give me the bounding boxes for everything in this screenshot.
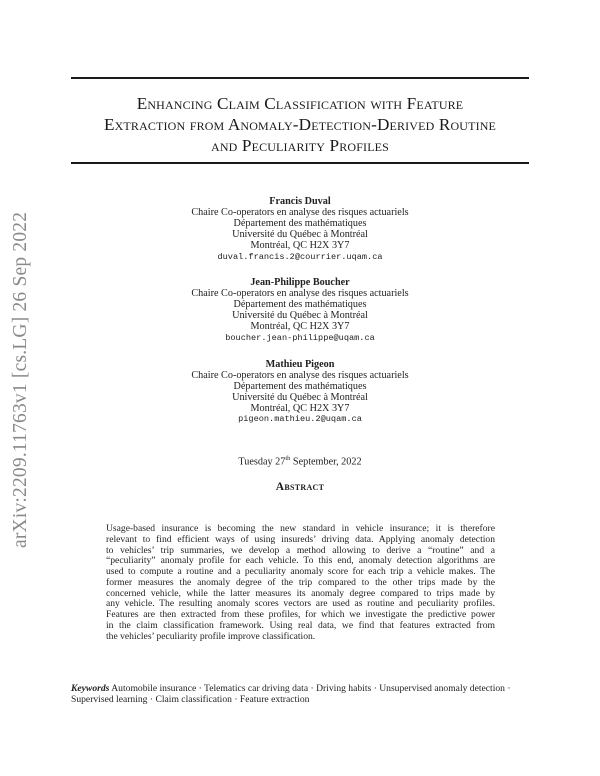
title-line: Extraction from Anomaly-Detection-Derived Routine [103, 115, 497, 134]
author-university: Université du Québec à Montréal [232, 228, 368, 240]
paper-title [60, 93, 540, 156]
abstract-line: to vehicles’ trip summaries, we develop a method allowing to derive a “routine” and a [106, 544, 495, 556]
abstract-heading: Abstract [275, 481, 325, 493]
author-affiliation: Chaire Co-operators en analyse des risques actuariels [191, 288, 409, 300]
author-address: Montréal, QC H2X 3Y7 [250, 321, 350, 333]
abstract-line: Usage-based insurance is becoming the new standard in vehicle insurance; it is therefore [106, 523, 495, 534]
author-department: Département des mathématiques [233, 217, 367, 229]
date-month-year: September, 2022 [290, 456, 362, 468]
abstract-line: any vehicle. The resulting anomaly scores vectors are used as routine and peculiarity profiles. [106, 598, 495, 610]
author-university: Université du Québec à Montréal [232, 310, 368, 322]
author-address: Montréal, QC H2X 3Y7 [250, 402, 350, 414]
author-list [100, 197, 500, 441]
title-top-rule [71, 77, 529, 79]
abstract-line: former measures the anomaly degree of the trip compared to the other trips made by the [106, 576, 495, 588]
abstract-line: the vehicles’ peculiarity profile improve classification. [106, 630, 316, 642]
title-line: Enhancing Claim Classification with Feature [136, 94, 464, 113]
date-ordinal-suffix: th [285, 455, 291, 462]
abstract-line: used to compute a routine and a peculiarity anomaly score for each trip a vehicle makes. The [106, 566, 495, 577]
author-department: Département des mathématiques [233, 299, 367, 311]
date-day: Tuesday 27 [238, 456, 286, 468]
author-affiliation: Chaire Co-operators en analyse des risques actuariels [191, 369, 409, 381]
author-email[interactable]: pigeon.mathieu.2@uqam.ca [238, 414, 362, 425]
abstract-line: in the claim classification framework. Using real data, we find that features extracted from [106, 619, 495, 631]
arxiv-identifier-stamp: arXiv:2209.11763v1 [cs.LG] 26 Sep 2022 [10, 211, 31, 548]
title-line: and Peculiarity Profiles [211, 136, 389, 155]
author-block [100, 360, 500, 425]
publication-date [100, 455, 500, 467]
author-name: Francis Duval [269, 196, 331, 207]
author-name: Mathieu Pigeon [265, 358, 335, 370]
author-block [100, 278, 500, 343]
abstract-line: “peculiarity” anomaly profile for each vehicle. To this end, anomaly detection algorithms are [106, 555, 495, 567]
author-address: Montréal, QC H2X 3Y7 [250, 239, 350, 251]
author-university: Université du Québec à Montréal [232, 391, 368, 403]
abstract-line: relevant to find efficient ways of using insureds’ driving data. Applying anomaly detection [106, 533, 495, 545]
author-department: Département des mathématiques [233, 380, 367, 392]
author-affiliation: Chaire Co-operators en analyse des risques actuariels [191, 206, 409, 218]
keywords-label: Keywords [71, 683, 110, 694]
keywords-text: Automobile insurance · Telematics car driving data · Driving habits · Unsupervised anomaly detection · Supervised learning · Claim classification · Feature extraction [71, 683, 511, 706]
author-email[interactable]: boucher.jean-philippe@uqam.ca [225, 332, 375, 343]
author-name: Jean-Philippe Boucher [250, 277, 350, 289]
abstract-line: concerned vehicle, while the latter measures its anomaly degree compared to trips made by [106, 587, 495, 599]
author-block [100, 197, 500, 262]
abstract-body [106, 524, 495, 642]
title-bottom-rule [71, 162, 529, 164]
author-email[interactable]: duval.francis.2@courrier.uqam.ca [217, 251, 383, 262]
abstract-line: Features are then extracted from these profiles, for which we investigate the predictive power [106, 609, 495, 620]
keywords-section [71, 683, 531, 705]
